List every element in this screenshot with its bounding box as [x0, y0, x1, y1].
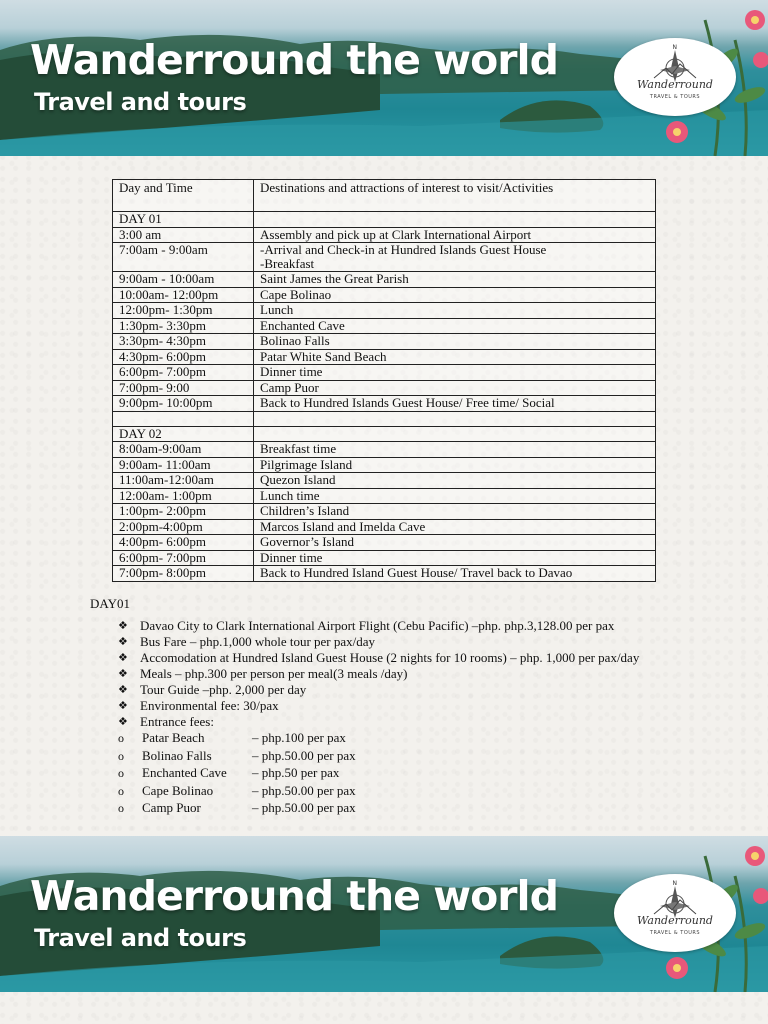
time-cell: 8:00am-9:00am — [113, 442, 254, 458]
fees-section — [90, 596, 690, 818]
diamond-bullet-icon: ❖ — [118, 683, 128, 696]
brand-title: Wanderround the world — [30, 872, 558, 920]
entrance-name: Patar Beach — [142, 730, 205, 745]
activity-text: Camp Puor — [260, 379, 319, 395]
activity-text: Back to Hundred Islands Guest House/ Free time/ Social — [260, 395, 555, 410]
circle-bullet-icon: o — [118, 748, 124, 763]
table-header-row — [113, 180, 656, 212]
activity-cell — [254, 272, 656, 288]
time-cell: 6:00pm- 7:00pm — [113, 365, 254, 381]
brand-title: Wanderround the world — [30, 36, 558, 84]
activity-cell — [254, 566, 656, 582]
fee-item — [118, 682, 677, 698]
activity-cell — [254, 488, 656, 504]
entrance-fee-item — [118, 748, 690, 764]
activity-text: Cape Bolinao — [260, 286, 332, 302]
header-activities: Destinations and attractions of interest to visit/Activities — [254, 180, 656, 212]
table-row — [113, 318, 656, 334]
table-row — [113, 566, 656, 582]
activity-cell — [254, 504, 656, 520]
table-row — [113, 365, 656, 381]
activity-cell — [254, 550, 656, 566]
brand-logo — [614, 874, 736, 952]
fee-item — [118, 666, 677, 682]
compass-icon — [614, 874, 736, 952]
fee-item — [118, 618, 677, 634]
activity-text: Bolinao Falls — [260, 333, 330, 348]
spacer-row — [113, 411, 656, 426]
entrance-price: – php.50 per pax — [252, 765, 340, 781]
time-cell: 6:00pm- 7:00pm — [113, 550, 254, 566]
fee-text: Tour Guide –php. 2,000 per day — [140, 682, 307, 697]
circle-bullet-icon: o — [118, 801, 124, 816]
header-banner — [0, 0, 768, 156]
entrance-price: – php.50.00 per pax — [252, 800, 356, 816]
activity-text: Pilgrimage Island — [260, 456, 353, 472]
time-cell: 2:00pm-4:00pm — [113, 519, 254, 535]
fees-heading: DAY01 — [90, 596, 130, 611]
activity-text: Quezon Island — [260, 472, 336, 487]
activity-cell — [254, 349, 656, 365]
entrance-price: – php.100 per pax — [252, 730, 346, 745]
time-cell: 1:30pm- 3:30pm — [113, 318, 254, 334]
circle-bullet-icon: o — [118, 766, 124, 781]
table-row — [113, 457, 656, 473]
activity-text: Dinner time — [260, 549, 323, 565]
footer-banner — [0, 836, 768, 992]
fee-text: Meals – php.300 per person per meal(3 meals /day) — [140, 666, 408, 681]
entrance-price: – php.50.00 per pax — [252, 782, 356, 798]
brand-subtitle: Travel and tours — [34, 88, 247, 116]
table-row — [113, 243, 656, 272]
table-row — [113, 272, 656, 288]
activity-text: -Arrival and Check-in at Hundred Islands Guest House — [260, 242, 547, 257]
brand-logo — [614, 38, 736, 116]
entrance-fee-item — [118, 765, 690, 781]
entrance-fee-item — [118, 783, 690, 799]
activity-cell — [254, 334, 656, 350]
activity-text: Assembly and pick up at Clark International Airport — [260, 226, 532, 242]
activity-text: Marcos Island and Imelda Cave — [260, 518, 426, 534]
activity-cell — [254, 535, 656, 551]
itinerary-table — [112, 179, 656, 582]
activity-text: Enchanted Cave — [260, 317, 345, 333]
time-cell: 3:30pm- 4:30pm — [113, 334, 254, 350]
entrance-name: Bolinao Falls — [142, 747, 212, 763]
brand-subtitle: Travel and tours — [34, 924, 247, 952]
activity-cell — [254, 519, 656, 535]
fee-item — [118, 650, 677, 666]
table-row — [113, 442, 656, 458]
fee-text: Environmental fee: 30/pax — [140, 698, 279, 713]
activity-text: Lunch time — [260, 487, 320, 503]
activity-cell — [254, 227, 656, 243]
fee-item — [118, 714, 677, 730]
table-row — [113, 396, 656, 412]
fee-item — [118, 634, 677, 650]
table-row — [113, 227, 656, 243]
empty-cell — [254, 426, 656, 442]
activity-cell — [254, 396, 656, 412]
activity-cell — [254, 243, 656, 272]
entrance-name: Camp Puor — [142, 800, 201, 816]
activity-text: Breakfast time — [260, 441, 337, 456]
entrance-fees-list — [90, 730, 690, 816]
activity-text: Lunch — [260, 302, 294, 317]
time-cell: 12:00am- 1:00pm — [113, 488, 254, 504]
activity-cell — [254, 380, 656, 396]
fee-text: Davao City to Clark International Airport Flight (Cebu Pacific) –php. php.3,128.00 per pax — [140, 618, 615, 633]
day-label-row — [113, 426, 656, 442]
entrance-price: – php.50.00 per pax — [252, 747, 356, 763]
table-row — [113, 519, 656, 535]
time-cell: 7:00pm- 8:00pm — [113, 566, 254, 582]
activity-cell — [254, 365, 656, 381]
time-cell: 9:00am - 10:00am — [113, 272, 254, 288]
time-cell: 9:00pm- 10:00pm — [113, 396, 254, 412]
activity-text-line2: -Breakfast — [260, 256, 315, 271]
time-cell: 4:00pm- 6:00pm — [113, 535, 254, 551]
diamond-bullet-icon: ❖ — [118, 667, 128, 680]
entrance-fee-item — [118, 800, 690, 816]
table-row — [113, 380, 656, 396]
time-cell: 3:00 am — [113, 227, 254, 243]
activity-cell — [254, 457, 656, 473]
diamond-bullet-icon: ❖ — [118, 635, 128, 648]
entrance-fee-item — [118, 730, 690, 746]
activity-text: Back to Hundred Island Guest House/ Travel back to Davao — [260, 565, 573, 580]
day-label-row — [113, 212, 656, 228]
activity-cell — [254, 318, 656, 334]
time-cell: 1:00pm- 2:00pm — [113, 504, 254, 520]
empty-cell — [254, 212, 656, 228]
time-cell: 7:00pm- 9:00 — [113, 380, 254, 396]
fee-item — [118, 698, 677, 714]
day-label: DAY 02 — [113, 426, 254, 442]
table-row — [113, 303, 656, 319]
activity-text: Patar White Sand Beach — [260, 348, 387, 364]
table-row — [113, 504, 656, 520]
circle-bullet-icon: o — [118, 783, 124, 798]
logo-tagline: TRAVEL & TOURS — [649, 94, 701, 100]
diamond-bullet-icon: ❖ — [118, 651, 128, 664]
activity-cell — [254, 473, 656, 489]
entrance-name: Enchanted Cave — [142, 765, 227, 781]
activity-cell — [254, 303, 656, 319]
fee-text: Entrance fees: — [140, 714, 214, 729]
table-row — [113, 535, 656, 551]
fee-text: Accomodation at Hundred Island Guest House (2 nights for 10 rooms) – php. 1,000 per pax/day — [140, 650, 640, 665]
empty-cell — [113, 411, 254, 426]
time-cell: 7:00am - 9:00am — [113, 243, 254, 272]
table-row — [113, 334, 656, 350]
diamond-bullet-icon: ❖ — [118, 699, 128, 712]
entrance-name: Cape Bolinao — [142, 782, 214, 798]
table-row — [113, 550, 656, 566]
time-cell: 9:00am- 11:00am — [113, 457, 254, 473]
activity-text: Children’s Island — [260, 503, 350, 518]
circle-bullet-icon: o — [118, 731, 124, 745]
diamond-bullet-icon: ❖ — [118, 619, 128, 632]
activity-text: Dinner time — [260, 364, 323, 379]
activity-text: Saint James the Great Parish — [260, 271, 409, 286]
logo-tagline: TRAVEL & TOURS — [649, 930, 701, 936]
activity-cell — [254, 287, 656, 303]
table-row — [113, 287, 656, 303]
compass-icon — [614, 38, 736, 116]
time-cell: 11:00am-12:00am — [113, 473, 254, 489]
table-row — [113, 349, 656, 365]
logo-name: Wanderround — [637, 78, 713, 91]
empty-cell — [254, 411, 656, 426]
header-day-time: Day and Time — [113, 180, 254, 212]
fee-text: Bus Fare – php.1,000 whole tour per pax/day — [140, 634, 376, 649]
activity-text: Governor’s Island — [260, 534, 354, 549]
fees-list — [90, 618, 690, 730]
diamond-bullet-icon: ❖ — [118, 715, 128, 728]
svg-text:N: N — [672, 44, 677, 51]
time-cell: 4:30pm- 6:00pm — [113, 349, 254, 365]
svg-text:N: N — [672, 880, 677, 887]
time-cell: 10:00am- 12:00pm — [113, 287, 254, 303]
logo-name: Wanderround — [637, 914, 713, 927]
day-label: DAY 01 — [113, 212, 254, 228]
time-cell: 12:00pm- 1:30pm — [113, 303, 254, 319]
activity-cell — [254, 442, 656, 458]
table-row — [113, 488, 656, 504]
table-row — [113, 473, 656, 489]
